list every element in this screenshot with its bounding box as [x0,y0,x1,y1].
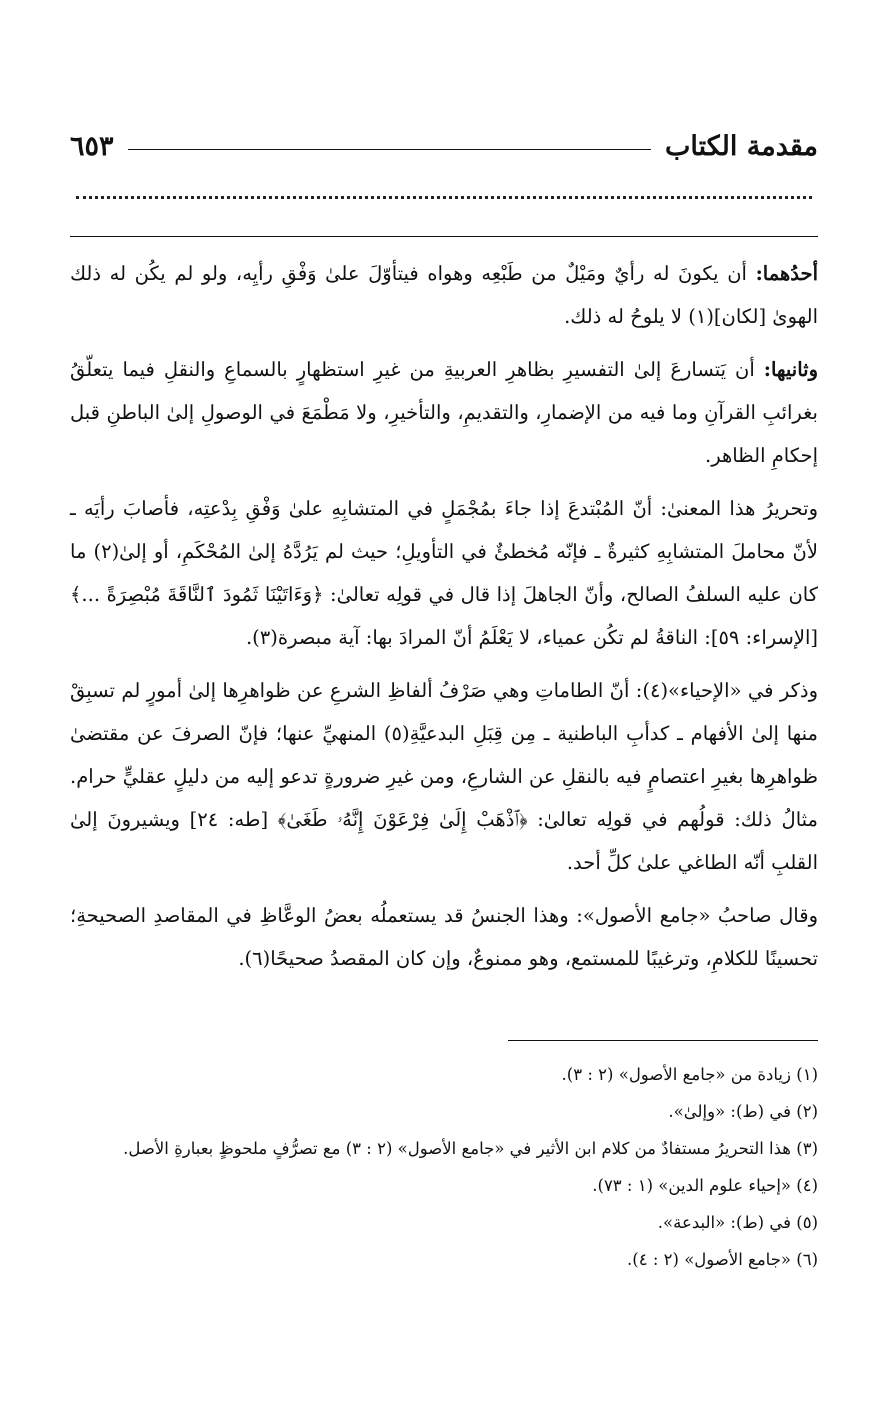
paragraph [70,894,818,980]
paragraph-text: وذكر في «الإحياء»(٤): أنّ الطاماتِ وهي صَرْفُ ألفاظِ الشرعِ عن ظواهرِها إلىٰ أمورٍ لم تسبِقْ منها إلىٰ الأفهام ـ كدأبِ الباطنية ـ مِن قِبَلِ البدعيَّةِ(٥) المنهيِّ عنها؛ فإنّ الصرفَ عن مقتضىٰ ظواهرِها بغيرِ اعتصامٍ فيه بالنقلِ عن الشارعِ، ومن غيرِ ضرورةٍ تدعو إليه من دليلٍ عقليٍّ حرام. مثالُ ذلك: قولُهم في قولِه تعالىٰ: ﴿ٱذْهَبْ إِلَىٰ فِرْعَوْنَ إِنَّهُۥ طَغَىٰ﴾ [طه: ٢٤] ويشيرونَ إلىٰ القلبِ أنّه الطاغي علىٰ كلِّ أحد. [70,679,818,874]
footnote-4: (٤) «إحياء علوم الدين» (١ : ٧٣). [592,1176,818,1195]
paragraph-lead: أحدُهما: [755,262,818,285]
footnote-3: (٣) هذا التحريرُ مستفادٌ من كلام ابن الأثير في «جامع الأصول» (٢ : ٣) مع تصرُّفٍ ملحوظٍ بعبارةِ الأصل. [123,1139,818,1158]
footnote-rule [508,1040,818,1041]
paragraph [70,252,818,338]
dotted-separator [76,196,812,199]
paragraph [70,487,818,659]
page-number: ٦٥٣ [70,130,114,162]
paragraph-text: وتحريرُ هذا المعنىٰ: أنّ المُبْتدعَ إذا جاءَ بمُجْمَلٍ في المتشابِهِ علىٰ وَفْقِ بِدْعتِه، فأصابَ رأيَه ـ لأنّ محاملَ المتشابِهِ كثيرةٌ ـ فإنّه مُخطئٌ في التأويلِ؛ حيث لم يَرُدَّهُ إلىٰ المُحْكَمِ، أو إلىٰ(٢) ما كان عليه السلفُ الصالح، وأنّ الجاهلَ إذا قال في قولِه تعالىٰ: ﴿وَءَاتَيْنَا ثَمُودَ ٱلنَّاقَةَ مُبْصِرَةً ...﴾ [الإسراء: ٥٩]: الناقةُ لم تكُن عمياء، لا يَعْلَمُ أنّ المرادَ بها: آية مبصرة(٣). [70,497,818,649]
footnote-5: (٥) في (ط): «البدعة». [657,1213,818,1232]
header-rule [128,149,651,150]
footnotes [70,1056,818,1278]
text-top-rule [70,236,818,237]
running-title: مقدمة الكتاب [664,130,818,162]
paragraph-text: وقال صاحبُ «جامع الأصول»: وهذا الجنسُ قد يستعملُه بعضُ الوعَّاظِ في المقاصدِ الصحيحةِ؛ تحسينًا للكلامِ، وترغيبًا للمستمع، وهو ممنوعٌ، وإن كان المقصدُ صحيحًا(٦). [70,904,818,970]
paragraph [70,348,818,477]
footnote-1: (١) زيادة من «جامع الأصول» (٢ : ٣). [561,1065,818,1084]
paragraph [70,669,818,884]
footnote-2: (٢) في (ط): «وإلىٰ». [668,1102,818,1121]
footnote-6: (٦) «جامع الأصول» (٢ : ٤). [627,1250,818,1269]
paragraph-text: أن يكونَ له رأيٌ ومَيْلٌ من طَبْعِه وهواه فيتأوّلَ علىٰ وَفْقِ رأيِه، ولو لم يكُن له ذلك الهوىٰ [لكان](١) لا يلوحُ له ذلك. [70,262,818,328]
paragraph-lead: وثانيها: [763,358,818,381]
page-header [70,124,818,168]
main-text [70,252,818,990]
paragraph-text: أن يَتسارعَ إلىٰ التفسيرِ بظاهرِ العربيةِ من غيرِ استظهارٍ بالسماعِ والنقلِ فيما يتعلّقُ بغرائبِ القرآنِ وما فيه من الإضمارِ، والتقديمِ، والتأخيرِ، ولا مَطْمَعَ في الوصولِ إلىٰ الباطنِ قبل إحكامِ الظاهر. [70,358,818,467]
